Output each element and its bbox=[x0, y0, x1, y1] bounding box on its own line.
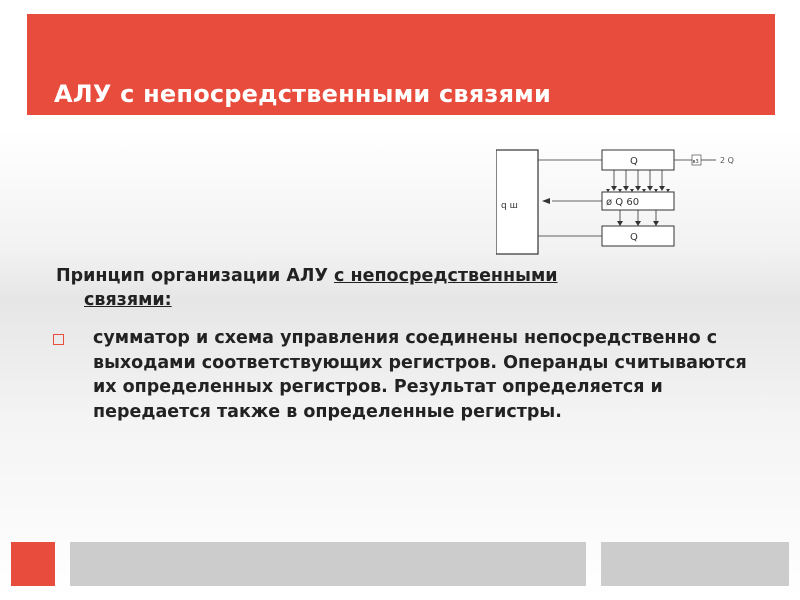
left-block-label: q ш bbox=[501, 201, 518, 211]
principle-heading bbox=[56, 264, 696, 312]
bottom-register bbox=[602, 226, 674, 246]
bottom-register-label: Q bbox=[630, 232, 638, 243]
alu-diagram bbox=[496, 148, 756, 258]
footer-gray-bar bbox=[70, 542, 586, 586]
heading-underlined-2: связями: bbox=[84, 290, 172, 310]
heading-underlined-1: с непосредственными bbox=[334, 266, 558, 286]
bullet-text: сумматор и схема управления соединены непосредственно с выходами соответствующих регистров. Операнды считываются их определенных регистров. Результат определяется и передается также в определенные регистры. bbox=[93, 328, 747, 422]
output-small-label: в3 bbox=[692, 159, 699, 165]
footer-gray-bar-right bbox=[601, 542, 789, 586]
footer-red-square bbox=[11, 542, 55, 586]
middle-register-label: ø Q 60 bbox=[606, 197, 640, 208]
top-register bbox=[602, 150, 674, 170]
slide-title: АЛУ с непосредственными связями bbox=[54, 80, 552, 108]
top-register-label: Q bbox=[630, 156, 638, 167]
bullet-square-icon bbox=[53, 334, 64, 345]
heading-plain: Принцип организации АЛУ bbox=[56, 266, 335, 286]
output-label: 2 Q bbox=[720, 156, 734, 165]
